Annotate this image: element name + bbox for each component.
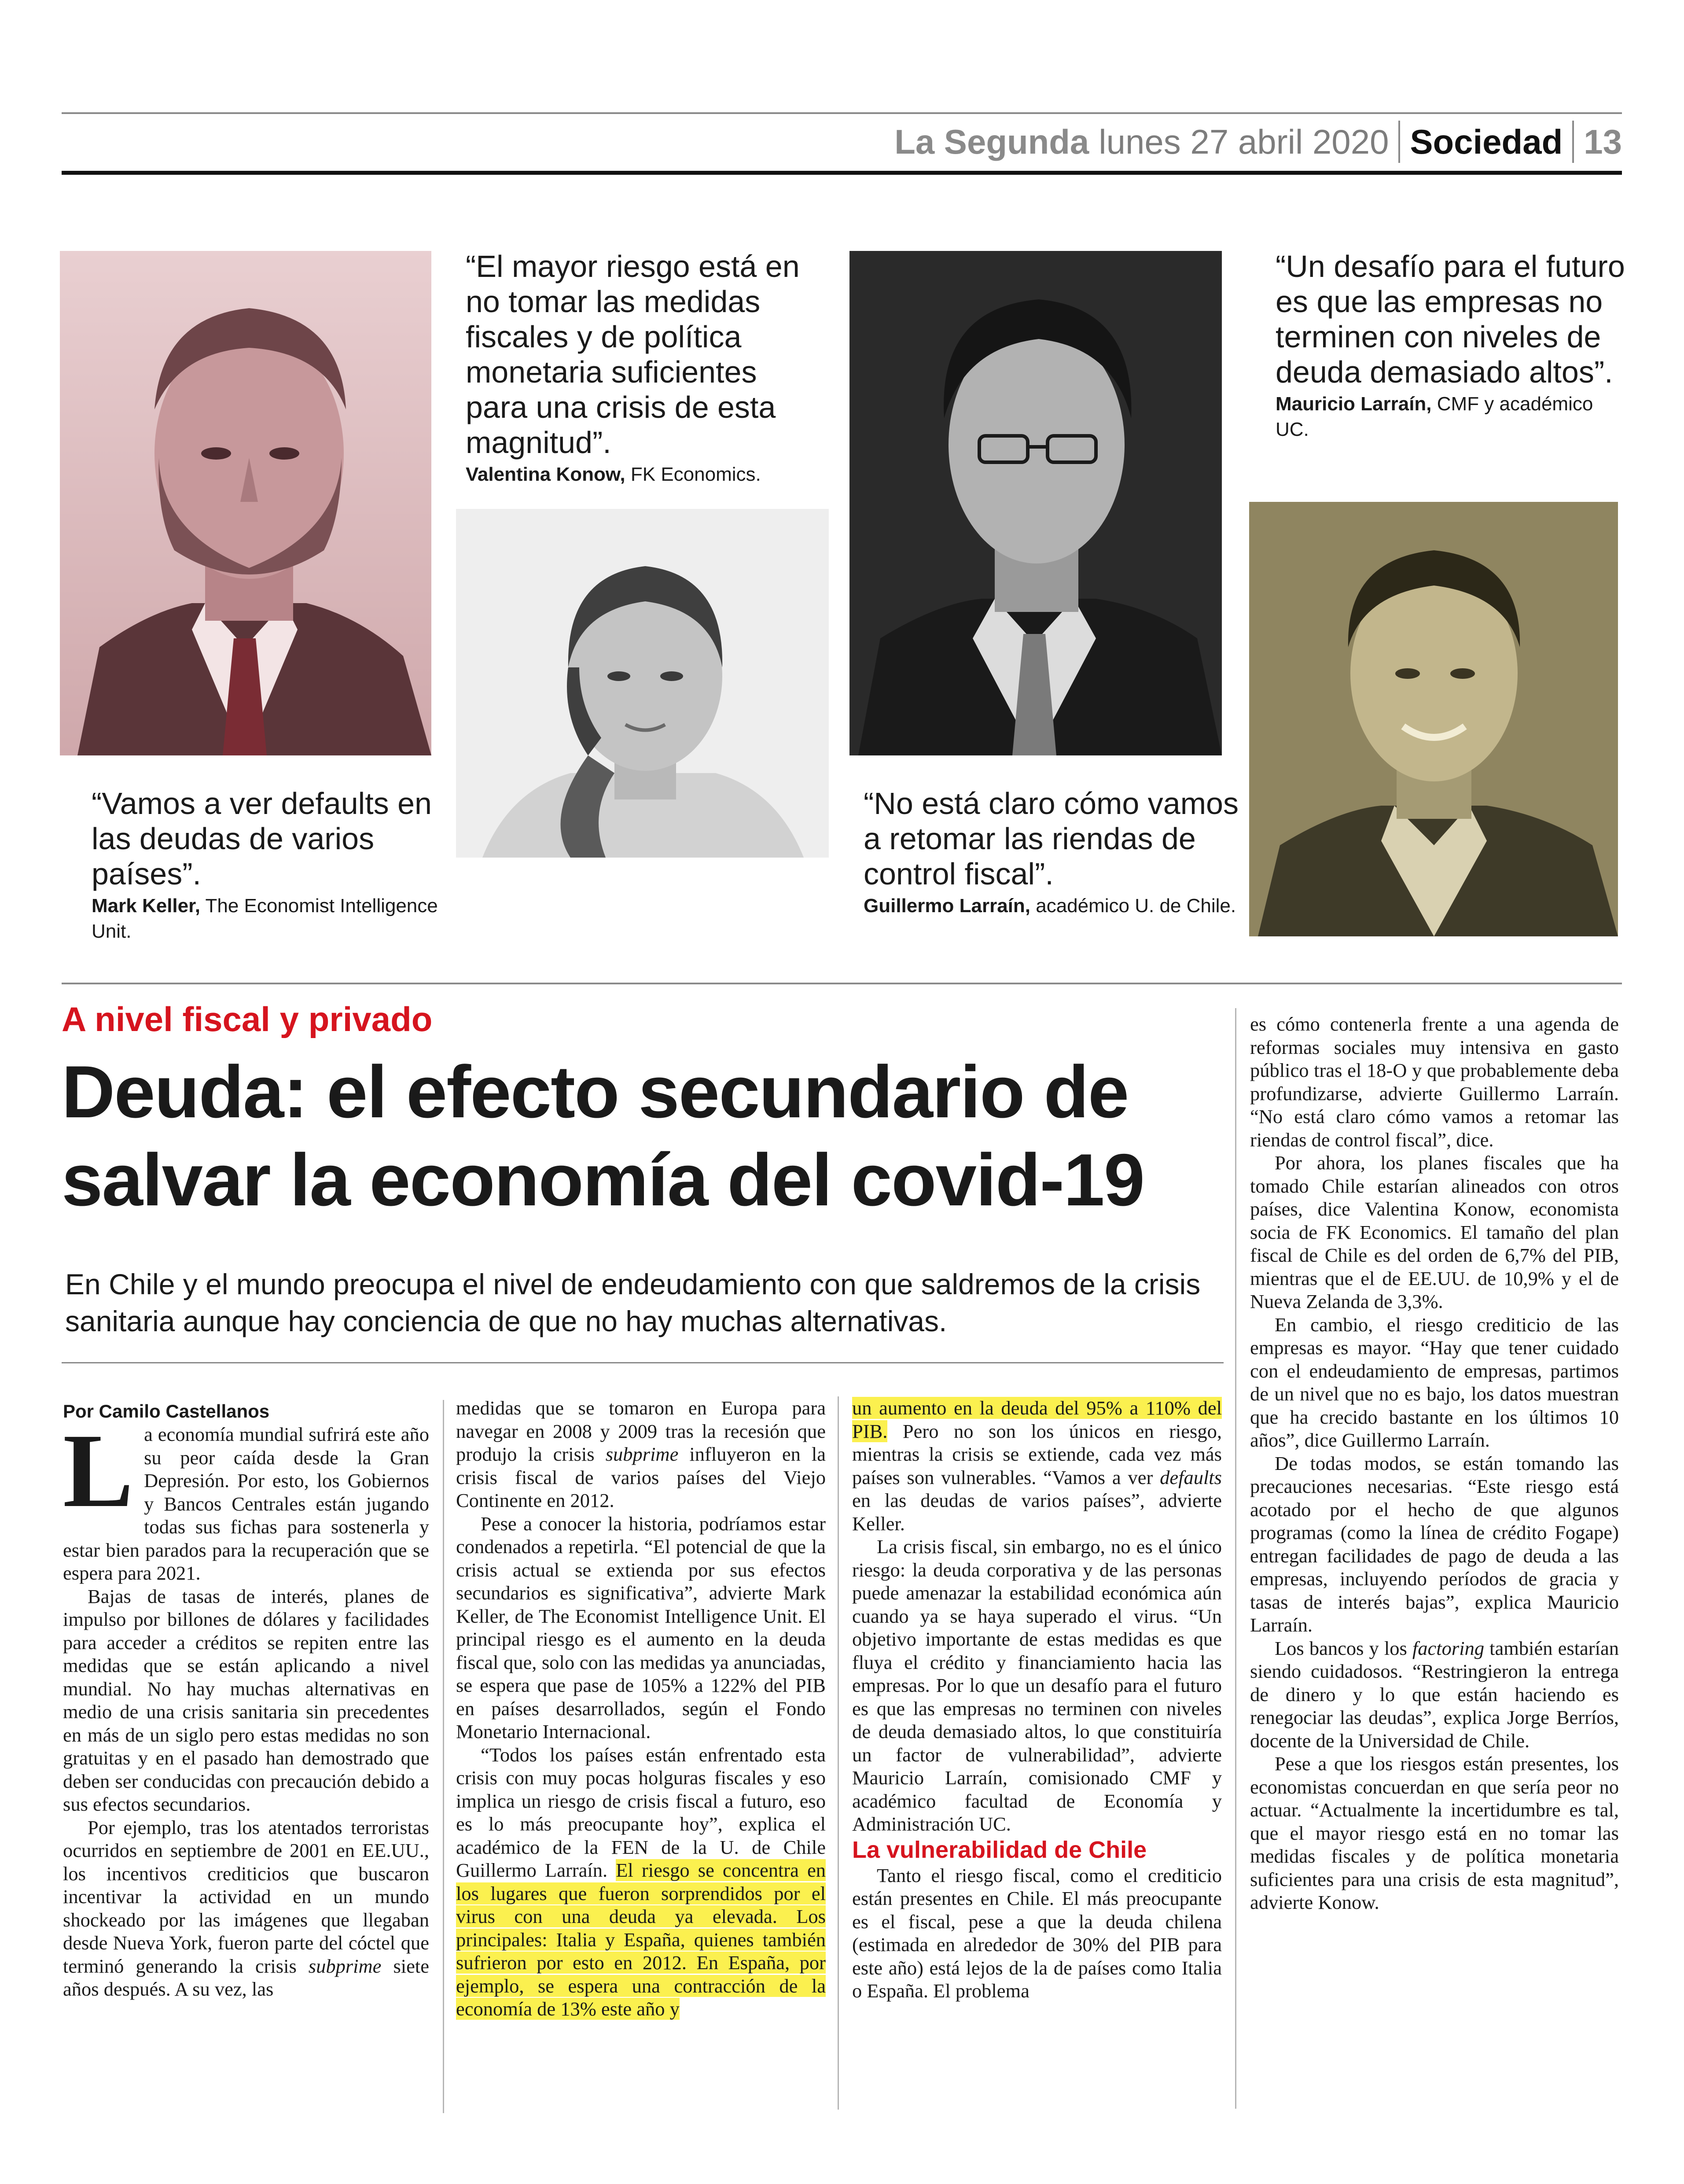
quote-block-guillermo-larrain bbox=[864, 786, 1242, 919]
article-paragraph: Los bancos y los factoring también estarían siendo cuidadosos. “Restringieron la entrega de dinero y lo que están haciendo es renegociar las deudas”, explica Jorge Berríos, docente de la Universidad de Chile. bbox=[1250, 1637, 1619, 1752]
article-headline: Deuda: el efecto secundario de salvar la economía del covid-19 bbox=[62, 1050, 1144, 1221]
highlighted-text: El riesgo se concentra en los lugares que fueron sorprendidos por el virus con una deuda ya elevada. Los principales: Italia y España, quienes también sufrieron por esto en 2012. En España, por ejemplo, se espera una contracción de la economía de 13% este año y bbox=[456, 1859, 826, 2020]
article-byline: Por Camilo Castellanos bbox=[63, 1401, 270, 1422]
portrait-mauricio-larrain bbox=[1249, 502, 1618, 936]
portrait-mark-keller bbox=[60, 251, 431, 755]
article-paragraph: “Todos los países están enfrentado esta crisis con muy pocas holguras fiscales y eso implica un riesgo de crisis fiscal a futuro, eso es lo más preocupante hoy”, explica el académico de la FEN de la U. de Chile Guillermo Larraín. El riesgo se concentra en los lugares que fueron sorprendidos por el virus con una deuda ya elevada. Los principales: Italia y España, quienes también sufrieron por esto en 2012. En España, por ejemplo, se espera una contracción de la economía de 13% este año y bbox=[456, 1743, 826, 2020]
header-divider bbox=[1572, 121, 1574, 163]
quote-block-valentina-konow bbox=[466, 249, 818, 487]
header-bottom-rule bbox=[62, 171, 1622, 175]
column-rule bbox=[838, 1396, 839, 2110]
header-top-rule bbox=[62, 112, 1622, 114]
article-subheading: La vulnerabilidad de Chile bbox=[852, 1836, 1147, 1863]
quote-block-mark-keller bbox=[92, 786, 444, 944]
quote-block-mauricio-larrain bbox=[1276, 249, 1628, 442]
newspaper-name: La Segunda bbox=[894, 122, 1089, 161]
deck-divider bbox=[62, 1362, 1224, 1363]
quote-text: “No está claro cómo vamos a retomar las riendas de control fiscal”. bbox=[864, 786, 1239, 891]
page-header bbox=[894, 115, 1622, 168]
article-paragraph: es cómo contenerla frente a una agenda de reformas sociales muy intensiva en gasto público tras el 18-O y que probablemente deba profundizarse, advierte Guillermo Larraín. “No está claro cómo vamos a retomar las riendas de control fiscal”, dice. bbox=[1250, 1013, 1619, 1151]
article-paragraph: La economía mundial sufrirá este año su peor caída desde la Gran Depresión. Por esto, los Gobiernos y Bancos Centrales están jugando todas sus fichas para sostenerla y estar bien parados para la recuperación que se espera para 2021. bbox=[63, 1412, 429, 1584]
article-paragraph: De todas modos, se están tomando las precauciones necesarias. “Este riesgo está acotado por el hecho de que algunos programas (como la línea de crédito Fogape) entregan facilidades de pago de deuda a las empresas, incluyendo períodos de gracia y tasas de interés bajas”, explica Mauricio Larraín. bbox=[1250, 1452, 1619, 1636]
article-paragraph: Pese a conocer la historia, podríamos estar condenados a repetirla. “El potencial de que la crisis actual se extienda por sus efectos secundarios es significativa”, advierte Mark Keller, de The Economist Intelligence Unit. El principal riesgo es el aumento en la deuda fiscal que, solo con las medidas ya anunciadas, se espera que pase de 105% a 122% del PIB en países desarrollados, según el Fondo Monetario Internacional. bbox=[456, 1512, 826, 1742]
quote-name: Valentina Konow, bbox=[466, 464, 625, 485]
quote-affiliation: CMF y académico UC. bbox=[1276, 393, 1593, 440]
quote-name: Mark Keller, bbox=[92, 895, 201, 917]
article-column-2 bbox=[456, 1396, 826, 2021]
article-kicker: A nivel fiscal y privado bbox=[62, 1000, 433, 1039]
drop-cap: L bbox=[63, 1412, 134, 1529]
article-paragraph: Pese a que los riesgos están presentes, los economistas concuerdan en que sería peor no actuar. “Actualmente la incertidumbre es tal, que el mayor riesgo está en no tomar las medidas fiscales y de política monetaria suficientes para una crisis de esta magnitud”, advierte Konow. bbox=[1250, 1753, 1619, 1913]
page-number: 13 bbox=[1584, 122, 1622, 161]
quote-affiliation: académico U. de Chile. bbox=[1036, 895, 1236, 917]
issue-date: lunes 27 abril 2020 bbox=[1099, 122, 1389, 161]
article-column-1 bbox=[63, 1400, 429, 2001]
section-name: Sociedad bbox=[1410, 122, 1563, 161]
article-paragraph: En cambio, el riesgo crediticio de las empresas es mayor. “Hay que tener cuidado con el endeudamiento de empresas, partimos de un nivel que no es bajo, los datos muestran que ha crecido bastante en los últimos 10 años”, dice Guillermo Larraín. bbox=[1250, 1313, 1619, 1451]
article-paragraph: Bajas de tasas de interés, planes de impulso por billones de dólares y facilidades para acceder a créditos se repiten entre las medidas que se están aplicando a nivel mundial. No hay muchas alternativas en medio de una crisis sanitaria sin precedentes en más de un siglo pero estas medidas no son gratuitas y en el pasado han demostrado que deben ser conducidas con precaución debido a sus efectos secundarios. bbox=[63, 1585, 429, 1815]
article-paragraph: Tanto el riesgo fiscal, como el crediticio están presentes en Chile. El más preocupante es el fiscal, pese a que la deuda chilena (estimada en alrededor de 30% del PIB para este año) está lejos de la de países como Italia o España. El problema bbox=[852, 1864, 1222, 2002]
article-column-4 bbox=[1250, 1013, 1619, 1914]
highlighted-text: un aumento en la deuda del 95% a 110% del PIB. bbox=[852, 1397, 1222, 1442]
quote-text: “Vamos a ver defaults en las deudas de varios países”. bbox=[92, 786, 432, 891]
article-column-3 bbox=[852, 1396, 1222, 2003]
column-rule bbox=[443, 1400, 444, 2113]
article-deck: En Chile y el mundo preocupa el nivel de endeudamiento con que saldremos de la crisis sanitaria aunque hay conciencia de que no hay muchas alternativas. bbox=[65, 1268, 1201, 1337]
quote-attribution bbox=[466, 462, 818, 487]
quote-attribution bbox=[92, 893, 444, 944]
quote-affiliation: The Economist Intelligence Unit. bbox=[92, 895, 438, 942]
quote-name: Mauricio Larraín, bbox=[1276, 393, 1432, 415]
article-paragraph: medidas que se tomaron en Europa para navegar en 2008 y 2009 tras la recesión que produjo la crisis subprime influyeron en la crisis fiscal de varios países del Viejo Continente en 2012. bbox=[456, 1397, 826, 1511]
quote-attribution bbox=[864, 893, 1242, 919]
portrait-guillermo-larrain bbox=[849, 251, 1222, 755]
quote-attribution bbox=[1276, 391, 1628, 442]
quote-text: “El mayor riesgo está en no tomar las medidas fiscales y de política monetaria suficientes para una crisis de esta magnitud”. bbox=[466, 249, 800, 460]
article-paragraph: Por ahora, los planes fiscales que ha tomado Chile estarían alineados con otros países, dice Valentina Konow, economista socia de FK Economics. El tamaño del plan fiscal de Chile es del orden de 6,7% del PIB, mientras que el de EE.UU. de 10,9% y el de Nueva Zelanda de 3,3%. bbox=[1250, 1152, 1619, 1312]
header-divider bbox=[1398, 121, 1400, 163]
article-paragraph: un aumento en la deuda del 95% a 110% del PIB. Pero no son los únicos en riesgo, mientras la crisis se extiende, cada vez más países son vulnerables. “Vamos a ver defaults en las deudas de varios países”, advierte Keller. bbox=[852, 1397, 1222, 1535]
quote-name: Guillermo Larraín, bbox=[864, 895, 1030, 917]
article-paragraph: La crisis fiscal, sin embargo, no es el único riesgo: la deuda corporativa y de las personas puede amenazar la estabilidad económica aún cuando ya se haya superado el virus. “Un objetivo importante de estas medidas es que fluya el crédito y financiamiento hacia las empresas. Por lo que un desafío para el futuro es que las empresas no terminen con niveles de deuda demasiado altos, lo que constituiría un factor de vulnerabilidad”, advierte Mauricio Larraín, comisionado CMF y académico facultad de Economía y Administración UC. bbox=[852, 1536, 1222, 1835]
section-divider bbox=[62, 983, 1622, 984]
article-paragraph: Por ejemplo, tras los atentados terroristas ocurridos en septiembre de 2001 en EE.UU., los incentivos crediticios que buscaron incentivar la actividad en un mundo shockeado por las imágenes que llegaban desde Nueva York, fueron parte del cóctel que terminó generando la crisis subprime siete años después. A su vez, las bbox=[63, 1816, 429, 2000]
quote-text: “Un desafío para el futuro es que las empresas no terminen con niveles de deuda demasiado altos”. bbox=[1276, 249, 1625, 389]
portrait-valentina-konow bbox=[456, 509, 829, 858]
quote-affiliation: FK Economics. bbox=[630, 464, 761, 485]
column-rule bbox=[1235, 1008, 1236, 2109]
